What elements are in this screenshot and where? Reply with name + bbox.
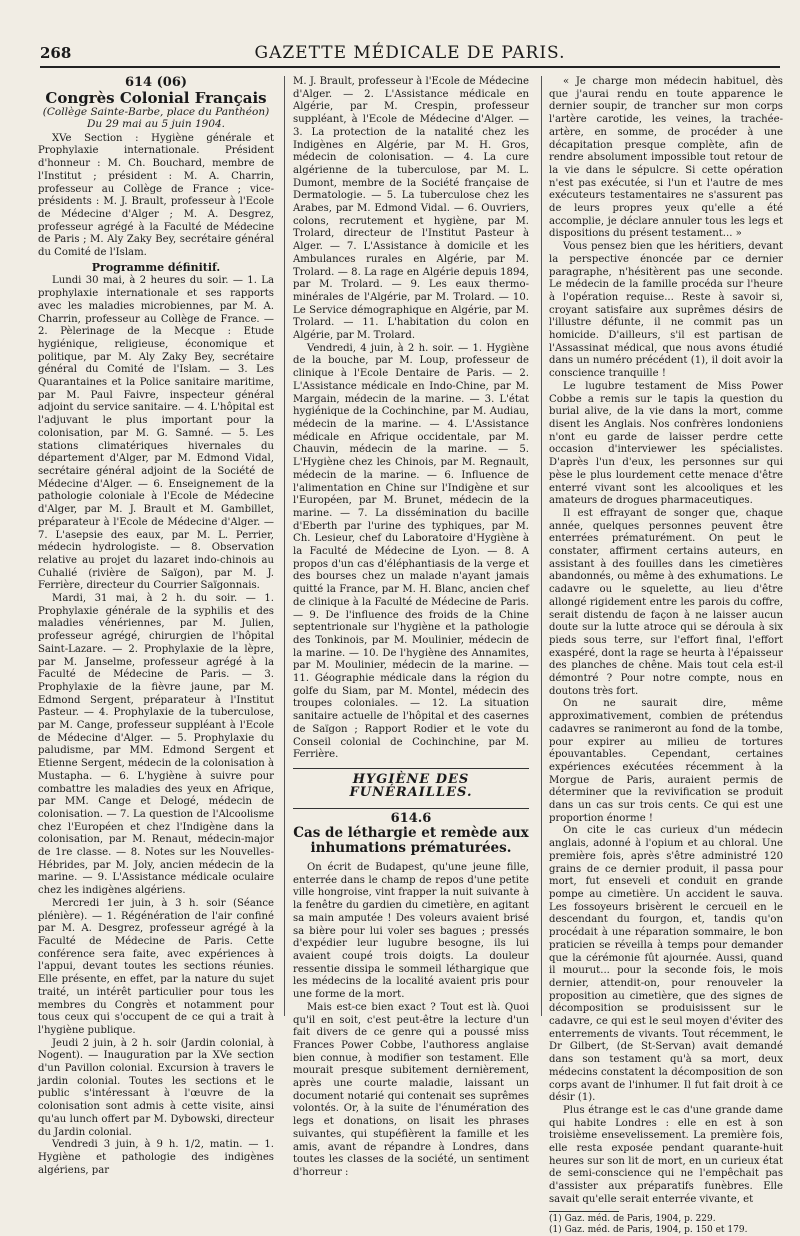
column-2: [293, 76, 529, 1178]
paragraph: On cite le cas curieux d'un médecin anglais, adonné à l'opium et au chloral. Une première fois, après s'être administré 120 grains de ce dernier produit, il passa pour mort, fut enseveli et conduit en grande pompe au cimetière. Un accident le sauva. Les fossoyeurs brisèrent le cercueil en le descendant du fourgon, et, tandis qu'on procédait à une réparation sommaire, le bon praticien se réveilla à temps pour demander que la cérémonie fût ajournée. Aussi, quand il mourut... pour la seconde fois, le mois dernier, attendit-on, pour renouveler la proposition au cimetière, que des signes de décomposition se produisissent sur le cadavre, ce qui est le seul moyen d'éviter des enterrements de vivants. Tout récemment, le Dr Gilbert, (de St-Servan) avait demandé dans son testament qu'à sa mort, deux médecins constatent la décomposition de son corps avant de l'inhumer. Il fut fait droit à ce désir (1).: [549, 825, 783, 1104]
paragraph: Plus étrange est le cas d'une grande dame qui habite Londres : elle en est à son troisième ensevelissement. La première fois, elle resta exposée pendant quarante-huit heures sur son lit de mort, en un curieux état de semi-conscience qui ne l'empêchait pas d'assister aux préparatifs funèbres. Elle savait qu'elle serait enterrée vivante, et: [549, 1104, 783, 1205]
journal-title: GAZETTE MÉDICALE DE PARIS.: [254, 43, 566, 63]
article-subtitle: (Collège Sainte-Barbe, place du Panthéon): [42, 105, 270, 118]
paragraph: Jeudi 2 juin, à 2 h. soir (Jardin colonial, à Nogent). — Inauguration par la XVe section d'un Pavillon colonial. Excursion à travers le jardin colonial. Toutes les sections et le public s'intéressant à l'œuvre de la colonisation sont admis à cette visite, ainsi qu'au lunch offert par M. Dybowski, directeur du Jardin colonial.: [38, 1037, 274, 1138]
paragraph: Mais est-ce bien exact ? Tout est là. Quoi qu'il en soit, c'est peut-être la lecture d'un fait divers de ce genre qui a poussé miss Frances Power Cobbe, l'authoress anglaise bien connue, à modifier son testament. Elle mourait presque subitement dernièrement, après une courte maladie, laissant un document notarié qui contenait ses suprêmes volontés. Or, à la suite de l'énumération des legs et donations, on lisait les phrases suivantes, qui stupéfièrent la famille et les amis, avant de répandre à Londres, dans toutes les classes de la société, un sentiment d'horreur :: [293, 1001, 529, 1178]
article-number: 614.6: [390, 811, 432, 827]
column-rule: [541, 76, 542, 1016]
paragraph: Lundi 30 mai, à 2 heures du soir. — 1. La prophylaxie internationale et ses rapports avec les maladies microbiennes, par M. A. Charrin, professeur au Collège de France. — 2. Pèlerinage de la Mecque : Etude hygiénique, religieuse, économique et politique, par M. Aly Zaky Bey, secrétaire général du Comité de l'Islam. — 3. Les Quarantaines et la Police sanitaire maritime, par M. Paul Faivre, inspecteur général adjoint du service sanitaire. — 4. L'hôpital est l'adjuvant le plus important pour la colonisation, par M. G. Samné. — 5. Les stations climatériques hivernales du département d'Alger, par M. Edmond Vidal, secrétaire général adjoint de la Société de Médecine d'Alger. — 6. Enseignement de la pathologie coloniale à l'Ecole de Médecine d'Alger, par M. J. Brault et M. Gambillet, préparateur à l'Ecole de Médecine d'Alger. — 7. L'asepsie des eaux, par M. L. Perrier, médecin hydrologiste. — 8. Observation relative au projet du lazaret indo-chinois au Cuhalié (rivière de Saïgon), par M. J. Ferrière, directeur du Courrier Saïgonnais.: [38, 275, 274, 592]
article-number: 614 (06): [124, 75, 188, 90]
footnote-rule: [549, 1211, 619, 1212]
footnote: (1) Gaz. méd. de Paris, 1904, p. 150 et 179.: [549, 1224, 748, 1235]
column-1: [38, 75, 274, 1176]
paragraph: XVe Section : Hygiène générale et Prophylaxie internationale. Président d'honneur : M. Ch. Bouchard, membre de l'Institut ; président : M. A. Charrin, professeur au Collège de France ; vice-présidents : M. J. Brault, professeur à l'Ecole de Médecine d'Alger ; M. A. Desgrez, professeur agrégé à la Faculté de Médecine de Paris ; M. Aly Zaky Bey, secrétaire général du Comité de l'Islam.: [38, 132, 274, 259]
paragraph: M. J. Brault, professeur à l'Ecole de Médecine d'Alger. — 2. L'Assistance médicale en Algérie, par M. Crespin, professeur suppléant, à l'Ecole de Médecine d'Alger. — 3. La protection de la natalité chez les Indigènes en Algérie, par M. H. Gros, médecin de colonisation. — 4. La cure algérienne de la tuberculose, par M. L. Dumont, membre de la Société française de Dermatologie. — 5. La tuberculose chez les Arabes, par M. Edmond Vidal. — 6. Ouvriers, colons, recrutement et hygiène, par M. Trolard, directeur de l'Institut Pasteur à Alger. — 7. L'Assistance à domicile et les Ambulances rurales en Algérie, par M. Trolard. — 8. La rage en Algérie depuis 1894, par M. Trolard. — 9. Les eaux thermo-minérales de l'Algérie, par M. Trolard. — 10. Le Service démographique en Algérie, par M. Trolard. — 11. L'habitation du colon en Algérie, par M. Trolard.: [293, 76, 529, 342]
page-number: 268: [40, 44, 72, 62]
paragraph: Mardi, 31 mai, à 2 h. du soir. — 1. Prophylaxie générale de la syphilis et des maladies vénériennes, par M. Julien, professeur agrégé, chirurgien de l'hôpital Saint-Lazare. — 2. Prophylaxie de la lèpre, par M. Janselme, professeur agrégé à la Faculté de Médecine de Paris. — 3. Prophylaxie de la fièvre jaune, par M. Edmond Sergent, préparateur à l'Institut Pasteur. — 4. Prophylaxie de la tuberculose, par M. Cange, professeur suppléant à l'Ecole de Médecine d'Alger. — 5. Prophylaxie du paludisme, par MM. Edmond Sergent et Etienne Sergent, médecin de la colonisation à Mustapha. — 6. L'hygiène à suivre pour combattre les maladies des yeux en Afrique, par MM. Cange et Delogé, médecin de colonisation. — 7. La question de l'Alcoolisme chez l'Européen et chez l'Indigène dans la colonisation, par M. Renaut, médecin-major de 1re classe. — 8. Notes sur les Nouvelles-Hébrides, par M. Joly, ancien médecin de la marine. — 9. L'Assistance médicale oculaire chez les indigènes algériens.: [38, 593, 274, 897]
paragraph: Vous pensez bien que les héritiers, devant la perspective énoncée par ce dernier paragraphe, n'hésitèrent pas une seconde. Le médecin de la famille procéda sur l'heure à l'opération requise... Reste à savoir si, croyant satisfaire aux suprêmes désirs de l'illustre défunte, il ne commit pas un homicide. D'ailleurs, s'il est partisan de l'Assassinat médical, que nous avons étudié dans un numéro précédent (1), il doit avoir la conscience tranquille !: [549, 241, 783, 380]
footnote: (1) Gaz. méd. de Paris, 1904, p. 229.: [549, 1213, 716, 1224]
paragraph: On écrit de Budapest, qu'une jeune fille, enterrée dans le champ de repos d'une petite ville hongroise, vint frapper la nuit suivante à la fenêtre du gardien du cimetière, en agitant sa main amputée ! Des voleurs avaient brisé sa bière pour lui voler ses bagues ; pressés d'expédier leur lugubre besogne, ils lui avaient coupé trois doigts. La douleur ressentie dissipa le sommeil léthargique que les médecins de la localité avaient pris pour une forme de la mort.: [293, 862, 529, 1001]
separator-line: [293, 808, 529, 809]
paragraph: Vendredi 3 juin, à 9 h. 1/2, matin. — 1. Hygiène et pathologie des indigènes algériens, par: [38, 1139, 274, 1176]
paragraph: « Je charge mon médecin habituel, dès que j'aurai rendu en toute apparence le dernier soupir, de trancher sur mon corps l'artère carotide, les veines, la trachée-artère, en somme, de procéder à une décapitation presque complète, afin de rendre absolument impossible tout retour de la vie dans le sépulcre. Si cette opération n'est pas exécutée, si l'un et l'autre de mes exécuteurs testamentaires ne s'assurent pas de leurs propres yeux qu'elle a été accomplie, je déclare annuler tous les legs et dispositions du présent testament... »: [549, 76, 783, 240]
article-title: Cas de léthargie et remède aux inhumations prématurées.: [293, 825, 529, 857]
section-heading: Programme définitif.: [91, 260, 221, 274]
paragraph: Vendredi, 4 juin, à 2 h. soir. — 1. Hygiène de la bouche, par M. Loup, professeur de clinique à l'Ecole Dentaire de Paris. — 2. L'Assistance médicale en Indo-Chine, par M. Margain, médecin de la marine. — 3. L'état hygiénique de la Cochinchine, par M. Audiau, médecin de la marine. — 4. L'Assistance médicale en Afrique occidentale, par M. Chauvin, médecin de la marine. — 5. L'Hygiène chez les Chinois, par M. Regnault, médecin de la marine. — 6. Influence de l'alimentation en Chine sur l'Indigène et sur l'Européen, par M. Brunet, médecin de la marine. — 7. La dissémination du bacille d'Eberth par l'urine des typhiques, par M. Ch. Lesieur, chef du Laboratoire d'Hygiène à la Faculté de Médecine de Lyon. — 8. A propos d'un cas d'éléphantiasis de la verge et des bourses chez un malade n'ayant jamais quitté la France, par M. H. Blanc, ancien chef de clinique à la Faculté de Médecine de Paris. — 9. De l'influence des froids de la Chine septentrionale sur l'hygiène et la pathologie des Tonkinois, par M. Moulinier, médecin de la marine. — 10. De l'hygiène des Annamites, par M. Moulinier, médecin de la marine. — 11. Géographie médicale dans la région du golfe du Siam, par M. Montel, médecin des troupes coloniales. — 12. La situation sanitaire actuelle de l'hôpital et des casernes de Saïgon ; Rapport Rodier et le vote du Conseil colonial de Cochinchine, par M. Ferrière.: [293, 342, 529, 761]
paragraph: Le lugubre testament de Miss Power Cobbe a remis sur le tapis la question du burial alive, de la vie dans la mort, comme disent les Anglais. Nos confrères londoniens n'ont eu garde de laisser perdre cette occasion d'interviewer les spécialistes. D'après l'un d'eux, les personnes sur qui pèse le plus lourdement cette menace d'être enterré vivant sont les alcooliques et les amateurs de drogues pharmaceutiques.: [549, 380, 783, 507]
column-rule: [284, 76, 285, 1016]
page-header: [40, 40, 780, 68]
article-dates: Du 29 mai au 5 juin 1904.: [86, 117, 226, 130]
paragraph: Mercredi 1er juin, à 3 h. soir (Séance plénière). — 1. Régénération de l'air confiné par M. A. Desgrez, professeur agrégé à la Faculté de Médecine de Paris. Cette conférence sera faite, avec expériences à l'appui, devant toutes les sections réunies. Elle présente, en effet, par la nature du sujet traité, un intérêt particulier pour tous les membres du Congrès et notamment pour tous ceux qui s'occupent de ce qui a trait à l'hygiène publique.: [38, 897, 274, 1036]
paragraph: Il est effrayant de songer que, chaque année, quelques personnes peuvent être enterrées prématurément. On peut le constater, affirment certains auteurs, en assistant à des fouilles dans les cimetières abandonnés, ou même à des exhumations. Le cadavre ou le squelette, au lieu d'être allongé rigidement entre les parois du coffre, serait distendu de façon à ne laisser aucun doute sur la lutte atroce qui se déroula à six pieds sous terre, sur l'effort final, l'effort exaspéré, dont la rage se heurta à l'épaisseur des planches de chêne. Mais tout cela est-il démontré ? Pour notre compte, nous en doutons très fort.: [549, 507, 783, 697]
rubric-heading: HYGIÈNE DES FUNÉRAILLES.: [349, 771, 473, 800]
column-3: [549, 76, 783, 1235]
paragraph: On ne saurait dire, même approximativement, combien de prétendus cadavres se ranimeront au fond de la tombe, pour expirer au milieu de tortures épouvantables. Cependant, certaines expériences exécutées récemment à la Morgue de Paris, auraient permis de déterminer que la revivification se produit dans un cas sur trois cents. Ce qui est une proportion énorme !: [549, 698, 783, 824]
article-title: Congrès Colonial Français: [45, 88, 267, 107]
separator-line: [293, 768, 529, 769]
